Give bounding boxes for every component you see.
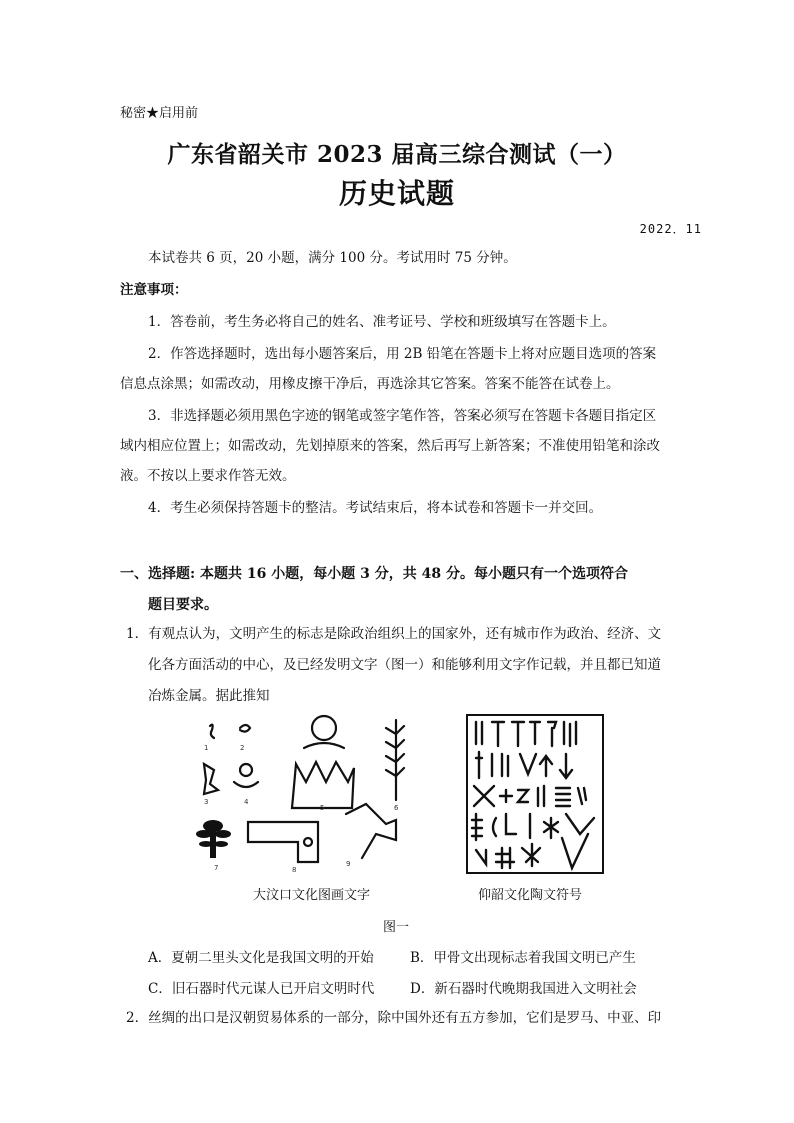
note-line: 域内相应位置上；如需改动，先划掉原来的答案，然后再写上新答案；不准使用铅笔和涂改 — [120, 438, 660, 454]
option-c: C．旧石器时代元谋人已开启文明时代 — [148, 981, 375, 997]
glyph-number: 2 — [240, 744, 245, 752]
subject-title: 历史试题 — [338, 177, 455, 210]
note-line: 信息点涂黑；如需改动，用橡皮擦干净后，再选涂其它答案。答案不能答在试卷上。 — [120, 376, 620, 392]
glyph-number: 9 — [346, 860, 351, 868]
question-1-line: 化各方面活动的中心，及已经发明文字（图一）和能够利用文字作记载，并且都已知道 — [148, 657, 661, 673]
glyph-number: 7 — [214, 864, 219, 872]
intro-text: 本试卷共 6 页，20 小题，满分 100 分。考试用时 75 分钟。 — [148, 250, 517, 266]
note-line: 2．作答选择题时，选出每小题答案后，用 2B 铅笔在答题卡上将对应题目选项的答案 — [148, 346, 657, 362]
option-a: A．夏朝二里头文化是我国文明的开始 — [148, 950, 374, 966]
glyph-number: 6 — [394, 804, 399, 812]
note-line: 1．答卷前，考生务必将自己的姓名、准考证号、学校和班级填写在答题卡上。 — [148, 314, 616, 330]
glyph-number: 4 — [244, 798, 249, 806]
exam-title: 广东省韶关市 2023 届高三综合测试（一） — [167, 141, 627, 168]
figure-right-caption: 仰韶文化陶文符号 — [478, 888, 583, 903]
figure-title: 图一 — [383, 920, 410, 935]
dawenkou-pictograph-figure — [196, 714, 408, 876]
section-heading: 一、选择题: 本题共 16 小题，每小题 3 分，共 48 分。每小题只有一个选项符合 — [120, 566, 628, 582]
question-1-line: 冶炼金属。据此推知 — [148, 688, 270, 704]
question-1-line: 1．有观点认为，文明产生的标志是除政治组织上的国家外，还有城市作为政治、经济、文 — [126, 626, 662, 642]
glyph-number: 5 — [320, 804, 325, 812]
note-line: 4．考生必须保持答题卡的整洁。考试结束后，将本试卷和答题卡一并交回。 — [148, 500, 603, 516]
option-b: B．甲骨文出现标志着我国文明已产生 — [410, 950, 636, 966]
yangshao-pottery-marks-figure — [466, 714, 604, 874]
note-line: 液。不按以上要求作答无效。 — [120, 468, 296, 484]
notes-heading: 注意事项： — [120, 282, 188, 298]
option-d: D．新石器时代晚期我国进入文明社会 — [410, 981, 637, 997]
glyph-number: 1 — [204, 744, 209, 752]
note-line: 3．非选择题必须用黑色字迹的钢笔或签字笔作答，答案必须写在答题卡各题目指定区 — [148, 408, 657, 424]
section-heading-cont: 题目要求。 — [148, 597, 218, 613]
glyph-number: 3 — [204, 798, 209, 806]
exam-date: 2022．11 — [639, 222, 702, 236]
glyph-number: 8 — [292, 866, 297, 874]
secret-label: 秘密★启用前 — [120, 106, 199, 121]
question-2-line: 2．丝绸的出口是汉朝贸易体系的一部分，除中国外还有五方参加，它们是罗马、中亚、印 — [126, 1010, 662, 1026]
figure-left-caption: 大汶口文化图画文字 — [253, 888, 371, 903]
